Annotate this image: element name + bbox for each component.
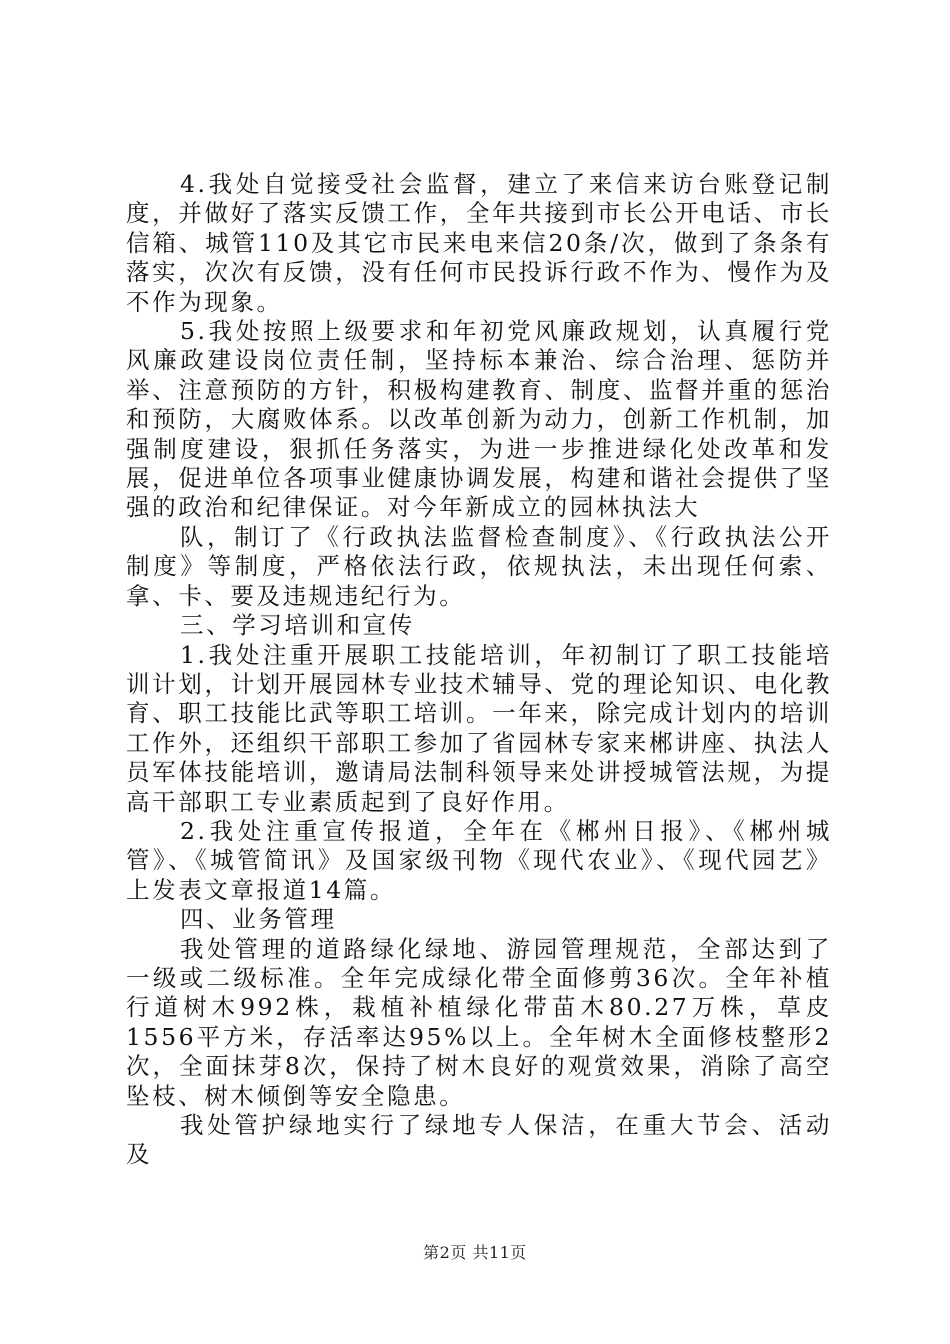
document-body — [126, 170, 832, 1170]
paragraph-cleaning: 我处管护绿地实行了绿地专人保洁，在重大节会、活动及 — [126, 1111, 832, 1169]
paragraph-law-enforcement-team: 队，制订了《行政执法监督检查制度》、《行政执法公开制度》等制度，严格依法行政，依规执法，未出现任何索、拿、卡、要及违规违纪行为。 — [126, 522, 832, 610]
paragraph-greening-management: 我处管理的道路绿化绿地、游园管理规范，全部达到了一级或二级标准。全年完成绿化带全面修剪36次。全年补植行道树木992株，栽植补植绿化带苗木80.27万株，草皮1556平方米，存活率达95%以上。全年树木全面修枝整形2次，全面抹芽8次，保持了树木良好的观赏效果，消除了高空坠枝、树木倾倒等安全隐患。 — [126, 934, 832, 1110]
paragraph-item-2-publicity: 2.我处注重宣传报道，全年在《郴州日报》、《郴州城管》、《城管简讯》及国家级刊物《现代农业》、《现代园艺》上发表文章报道14篇。 — [126, 816, 832, 904]
section-heading-business-management: 四、业务管理 — [180, 905, 337, 934]
paragraph-item-1-skills-training: 1.我处注重开展职工技能培训，年初制订了职工技能培训计划，计划开展园林专业技术辅导、党的理论知识、电化教育、职工技能比武等职工培训。一年来，除完成计划内的培训工作外，还组织干部职工参加了省园林专家来郴讲座、执法人员军体技能培训，邀请局法制科领导来处讲授城管法规，为提高干部职工专业素质起到了良好作用。 — [126, 640, 832, 816]
paragraph-item-4-supervision: 4.我处自觉接受社会监督，建立了来信来访台账登记制度，并做好了落实反馈工作，全年共接到市长公开电话、市长信箱、城管110及其它市民来电来信20条/次，做到了条条有落实，次次有反馈，没有任何市民投诉行政不作为、慢作为及不作为现象。 — [126, 170, 832, 316]
section-heading-training: 三、学习培训和宣传 — [180, 611, 415, 640]
paragraph-item-5-clean-government: 5.我处按照上级要求和年初党风廉政规划，认真履行党风廉政建设岗位责任制，坚持标本兼治、综合治理、惩防并举、注意预防的方针，积极构建教育、制度、监督并重的惩治和预防，大腐败体系。以改革创新为动力，创新工作机制，加强制度建设，狠抓任务落实，为进一步推进绿化处改革和发展，促进单位各项事业健康协调发展，构建和谐社会提供了坚强的政治和纪律保证。对今年新成立的园林执法大 — [126, 317, 832, 522]
page-footer: 第2页 共11页 — [423, 1243, 527, 1262]
